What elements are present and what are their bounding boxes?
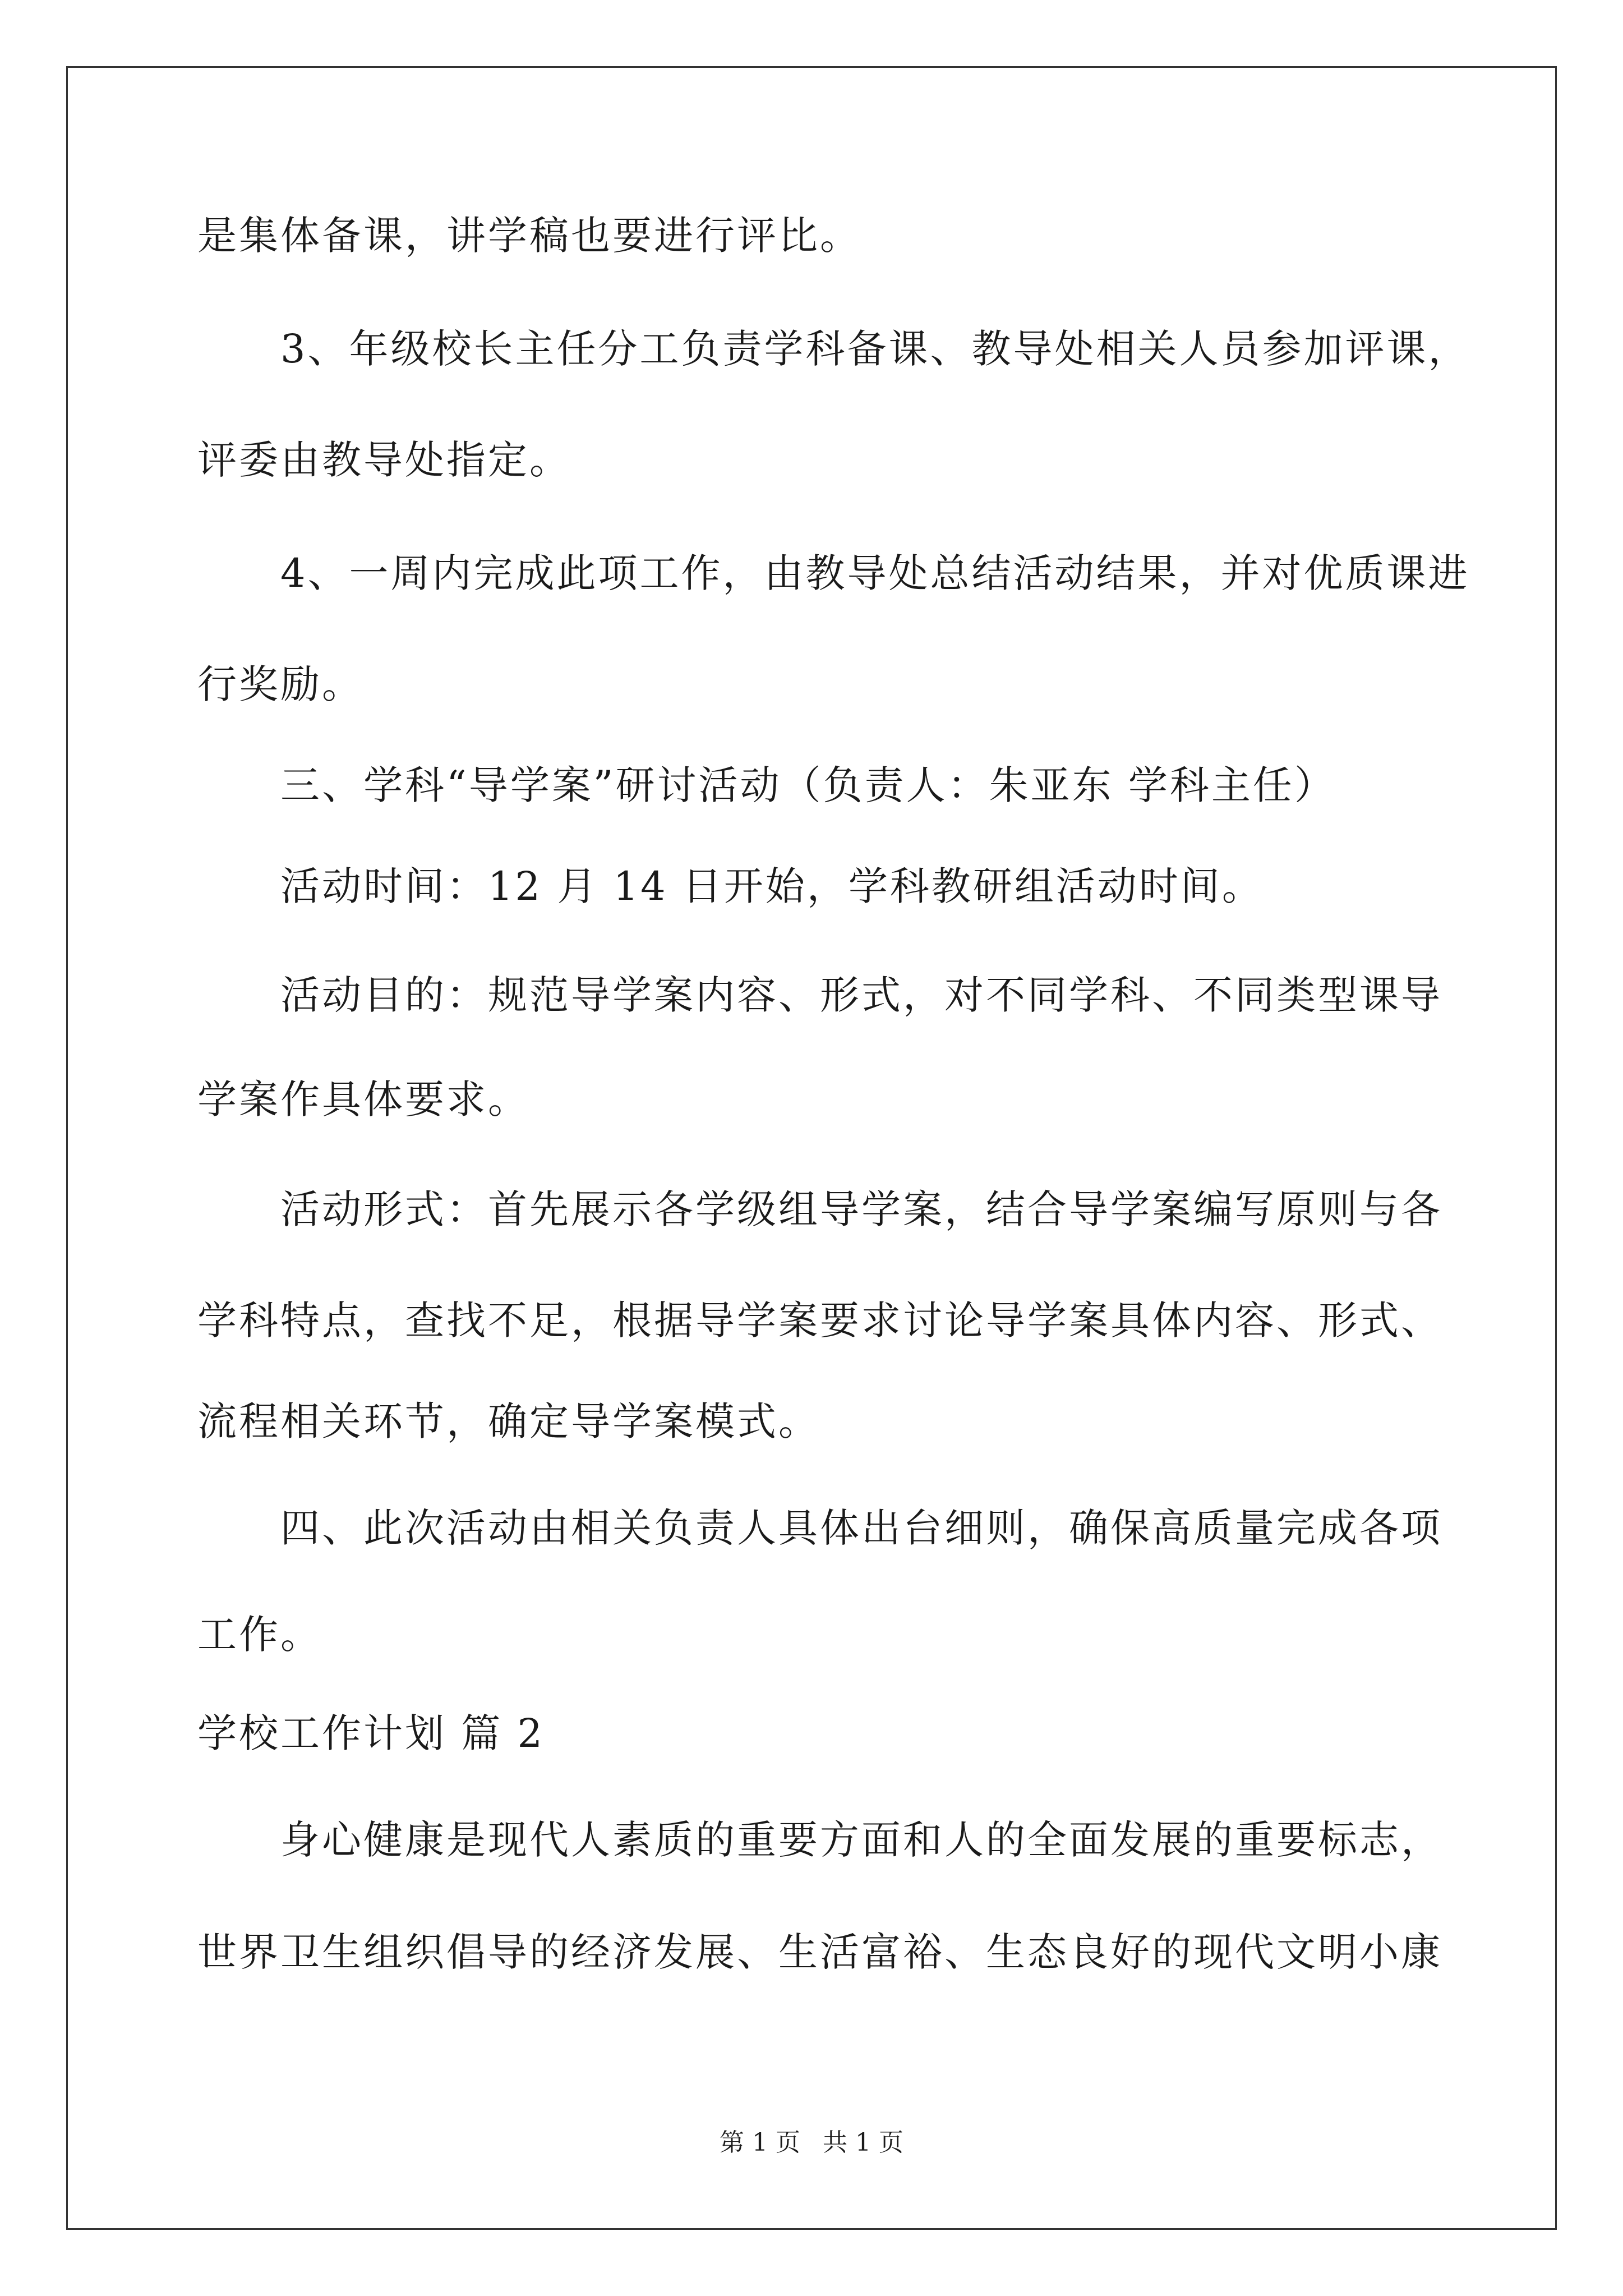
body-line: 四、此次活动由相关负责人具体出台细则，确保高质量完成各项	[280, 1505, 1442, 1551]
body-line: 评委由教导处指定。	[197, 437, 571, 483]
body-line: 活动目的：规范导学案内容、形式，对不同学科、不同类型课导	[280, 972, 1442, 1018]
body-line: 活动形式：首先展示各学级组导学案，结合导学案编写原则与各	[280, 1186, 1442, 1232]
page-total: 共 1 页	[823, 2128, 903, 2157]
body-line: 流程相关环节，确定导学案模式。	[197, 1398, 820, 1444]
page-border	[66, 66, 1557, 2230]
body-line: 行奖励。	[197, 661, 363, 707]
body-line: 身心健康是现代人素质的重要方面和人的全面发展的重要标志，	[280, 1817, 1442, 1863]
section-heading: 三、学科“导学案”研讨活动（负责人：朱亚东 学科主任）	[280, 762, 1336, 808]
body-line: 工作。	[197, 1612, 322, 1658]
page-footer	[0, 2126, 1623, 2160]
page-number: 第 1 页	[720, 2128, 800, 2157]
body-line: 3、年级校长主任分工负责学科备课、教导处相关人员参加评课，	[280, 326, 1470, 372]
body-line: 学案作具体要求。	[197, 1076, 529, 1122]
body-line: 世界卫生组织倡导的经济发展、生活富裕、生态良好的现代文明小康	[197, 1929, 1442, 1975]
body-line: 学科特点，查找不足，根据导学案要求讨论导学案具体内容、形式、	[197, 1297, 1442, 1343]
body-line: 是集体备课，讲学稿也要进行评比。	[197, 213, 861, 259]
body-line: 4、一周内完成此项工作，由教导处总结活动结果，并对优质课进	[280, 550, 1470, 596]
article-title: 学校工作计划 篇 2	[197, 1710, 545, 1756]
body-line: 活动时间：12 月 14 日开始，学科教研组活动时间。	[280, 863, 1264, 909]
